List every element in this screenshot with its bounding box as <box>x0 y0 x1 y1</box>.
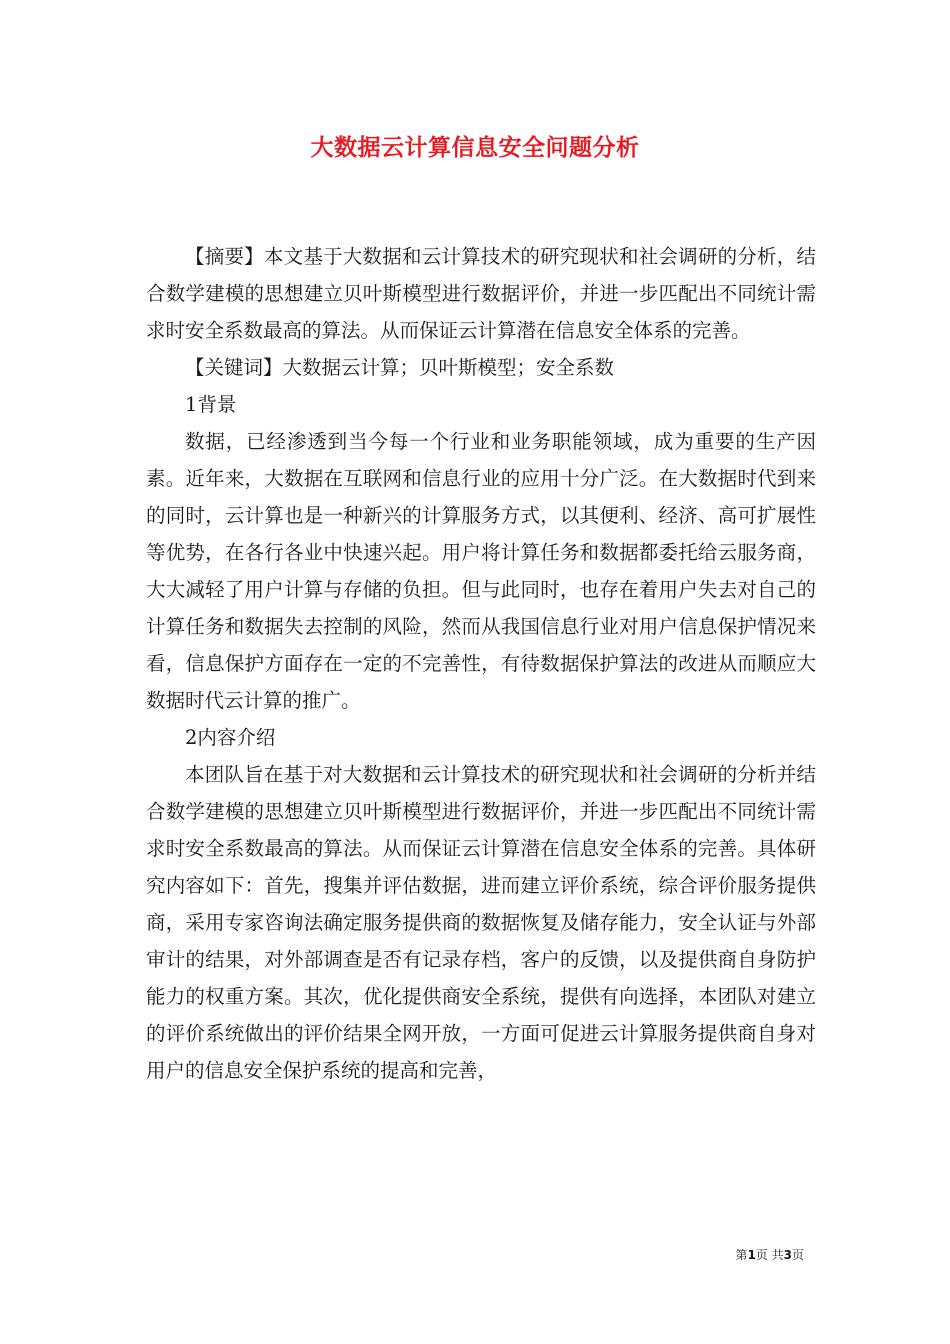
section-heading-content: 2内容介绍 <box>185 726 276 749</box>
content-paragraph: 本团队旨在基于对大数据和云计算技术的研究现状和社会调研的分析并结合数学建模的思想建立贝叶斯模型进行数据评价，并进一步匹配出不同统计需求时安全系数最高的算法。从而保证云计算潜在信息安全体系的完善。具体研究内容如下：首先，搜集并评估数据，进而建立评价系统，综合评价服务提供商，采用专家咨询法确定服务提供商的数据恢复及储存能力，安全认证与外部审计的结果，对外部调查是否有记录存档，客户的反馈，以及提供商自身防护能力的权重方案。其次，优化提供商安全系统，提供有向选择，本团队对建立的评价系统做出的评价结果全网开放，一方面可促进云计算服务提供商自身对用户的信息安全保护系统的提高和完善， <box>146 763 816 1082</box>
page-number-footer <box>735 1247 804 1263</box>
footer-total-pages: 3 <box>783 1248 792 1262</box>
footer-current-page: 1 <box>747 1248 756 1262</box>
keywords-paragraph: 【关键词】大数据云计算；贝叶斯模型；安全系数 <box>185 356 615 379</box>
footer-middle: 页 共 <box>755 1248 784 1262</box>
document-body <box>146 238 816 1089</box>
document-title: 大数据云计算信息安全问题分析 <box>310 134 640 161</box>
footer-prefix: 第 <box>735 1248 748 1262</box>
abstract-paragraph: 【摘要】本文基于大数据和云计算技术的研究现状和社会调研的分析，结合数学建模的思想建立贝叶斯模型进行数据评价，并进一步匹配出不同统计需求时安全系数最高的算法。从而保证云计算潜在信息安全体系的完善。 <box>146 245 816 342</box>
section-heading-background: 1背景 <box>185 393 237 416</box>
footer-suffix: 页 <box>791 1248 804 1262</box>
background-paragraph: 数据，已经渗透到当今每一个行业和业务职能领域，成为重要的生产因素。近年来，大数据在互联网和信息行业的应用十分广泛。在大数据时代到来的同时，云计算也是一种新兴的计算服务方式，以其便利、经济、高可扩展性等优势，在各行各业中快速兴起。用户将计算任务和数据都委托给云服务商，大大减轻了用户计算与存储的负担。但与此同时，也存在着用户失去对自己的计算任务和数据失去控制的风险，然而从我国信息行业对用户信息保护情况来看，信息保护方面存在一定的不完善性，有待数据保护算法的改进从而顺应大数据时代云计算的推广。 <box>146 430 816 712</box>
